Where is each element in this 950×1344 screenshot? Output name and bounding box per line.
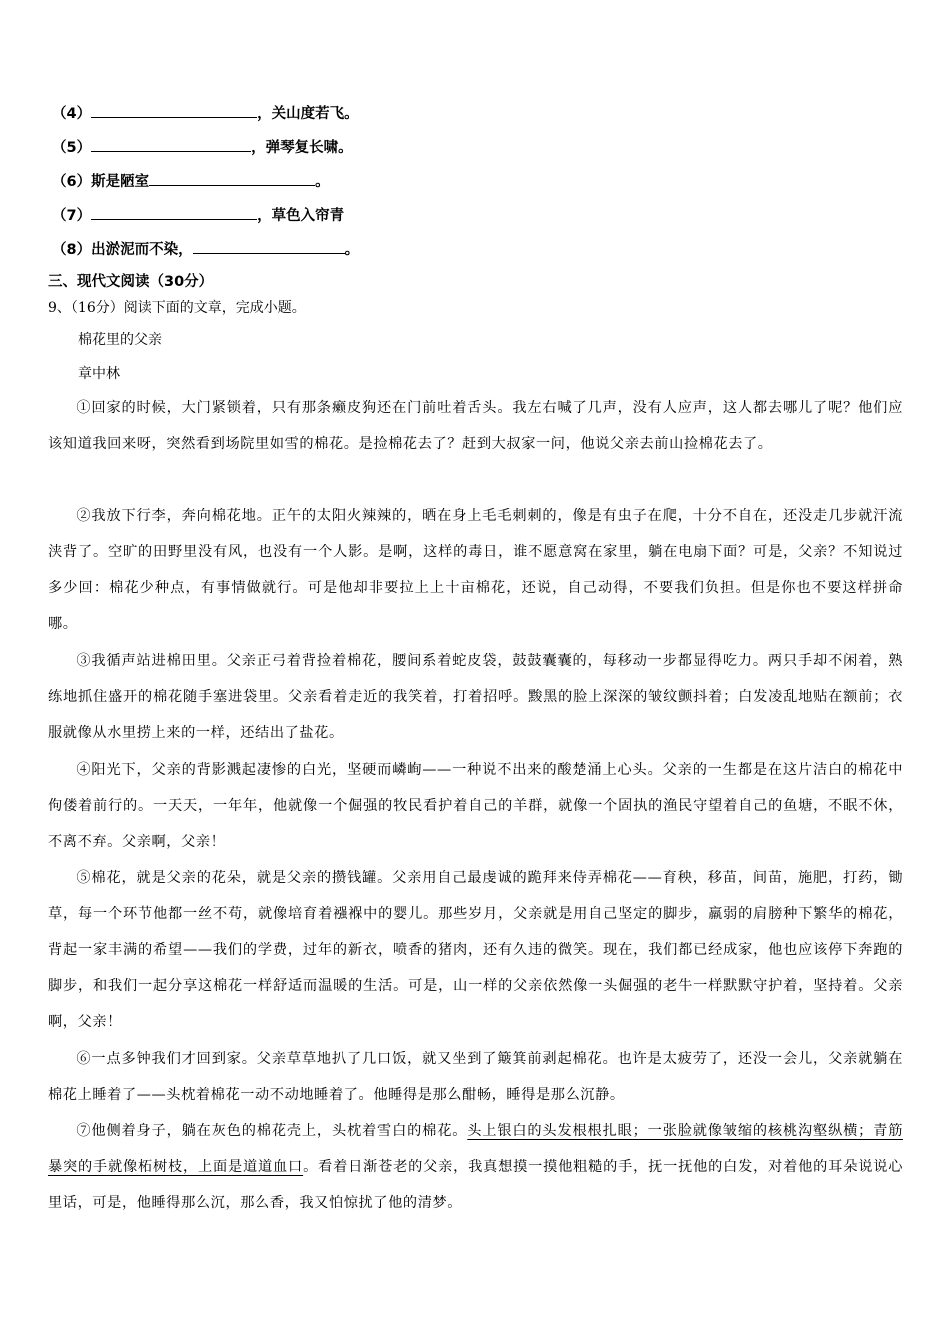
paragraph-1: ①回家的时候，大门紧锁着，只有那条癞皮狗还在门前吐着舌头。我左右喊了几声，没有人应声，这人都去哪儿了呢？他们应该知道我回来呀，突然看到场院里如雪的棉花。是捡棉花去了？赶到大叔家一问，他说父亲去前山捡棉花去了。 <box>48 400 903 452</box>
question-prompt: 9、（16分）阅读下面的文章，完成小题。 <box>48 300 306 316</box>
item-number: （4） <box>52 106 92 122</box>
item-text-before: 出淤泥而不染， <box>91 242 193 258</box>
item-number: （8） <box>52 242 92 258</box>
article-author: 章中林 <box>78 366 120 382</box>
item-text-after: ，弹琴复长啸。 <box>251 140 353 156</box>
item-text-before: 斯是陋室 <box>91 174 150 190</box>
item-text-after: 。 <box>344 242 360 258</box>
section-heading: 三、现代文阅读（30分） <box>48 274 214 290</box>
answer-blank[interactable] <box>193 239 345 254</box>
paragraph-6: ⑥一点多钟我们才回到家。父亲草草地扒了几口饭，就又坐到了簸箕前剥起棉花。也许是太疲劳了，还没一会儿，父亲就躺在棉花上睡着了——头枕着棉花一动不动地睡着了。他睡得是那么酣畅，睡得是那么沉静。 <box>48 1051 903 1103</box>
answer-blank[interactable] <box>149 171 315 186</box>
paragraph-7-text-start: ⑦他侧着身子，躺在灰色的棉花壳上，头枕着雪白的棉花。 <box>76 1123 468 1139</box>
answer-blank[interactable] <box>91 205 257 220</box>
item-text-after: ，关山度若飞。 <box>257 106 359 122</box>
item-text-after: 。 <box>315 174 330 190</box>
answer-blank[interactable] <box>91 103 257 118</box>
paragraph-3: ③我循声站进棉田里。父亲正弓着背捡着棉花，腰间系着蛇皮袋，鼓鼓囊囊的，每移动一步都显得吃力。两只手却不闲着，熟练地抓住盛开的棉花随手塞进袋里。父亲看着走近的我笑着，打着招呼。黢黑的脸上深深的皱纹颤抖着；白发凌乱地贴在额前；衣服就像从水里捞上来的一样，还结出了盐花。 <box>48 653 903 741</box>
paragraph-2: ②我放下行李，奔向棉花地。正午的太阳火辣辣的，晒在身上毛毛刺刺的，像是有虫子在爬，十分不自在，还没走几步就汗流浃背了。空旷的田野里没有风，也没有一个人影。是啊，这样的毒日，谁不愿意窝在家里，躺在电扇下面？可是，父亲？不知说过多少回：棉花少种点，有事情做就行。可是他却非要拉上上十亩棉花，还说，自己动得，不要我们负担。但是你也不要这样拼命哪。 <box>48 508 903 632</box>
item-text-after: ，草色入帘青 <box>257 208 345 224</box>
underlined-passage: 头上银白的头发根根扎眼；一张脸就像皱缩的核桃沟壑纵横；青筋暴突的手就像柘树枝，上面是道道血口 <box>48 1123 903 1175</box>
article-title: 棉花里的父亲 <box>78 332 162 348</box>
fill-blank-item-7 <box>52 205 344 226</box>
answer-blank[interactable] <box>91 137 251 152</box>
item-number: （6） <box>52 174 92 190</box>
item-number: （5） <box>52 140 92 156</box>
fill-blank-item-4 <box>52 103 359 124</box>
fill-blank-item-6 <box>52 171 330 192</box>
paragraph-4: ④阳光下，父亲的背影溅起凄惨的白光，坚硬而嶙峋——一种说不出来的酸楚涌上心头。父亲的一生都是在这片洁白的棉花中佝偻着前行的。一天天，一年年，他就像一个倔强的牧民看护着自己的羊群，就像一个固执的渔民守望着自己的鱼塘，不眠不休，不离不弃。父亲啊，父亲！ <box>48 762 903 850</box>
paragraph-7-text-end: 。看着日渐苍老的父亲，我真想摸一摸他粗糙的手，抚一抚他的白发，对着他的耳朵说说心里话，可是，他睡得那么沉，那么香，我又怕惊扰了他的清梦。 <box>48 1159 903 1211</box>
fill-blank-item-8 <box>52 239 359 260</box>
item-number: （7） <box>52 208 92 224</box>
fill-blank-item-5 <box>52 137 353 158</box>
paragraph-7 <box>48 1113 903 1221</box>
paragraph-5: ⑤棉花，就是父亲的花朵，就是父亲的攒钱罐。父亲用自己最虔诚的跪拜来侍弄棉花——育秧，移苗，间苗，施肥，打药，锄草，每一个环节他都一丝不苟，就像培育着襁褓中的婴儿。那些岁月，父亲就是用自己坚定的脚步，羸弱的肩膀种下繁华的棉花，背起一家丰满的希望——我们的学费，过年的新衣，喷香的猪肉，还有久违的微笑。现在，我们都已经成家，他也应该停下奔跑的脚步，和我们一起分享这棉花一样舒适而温暖的生活。可是，山一样的父亲依然像一头倔强的老牛一样默默守护着，坚持着。父亲啊，父亲！ <box>48 870 903 1030</box>
